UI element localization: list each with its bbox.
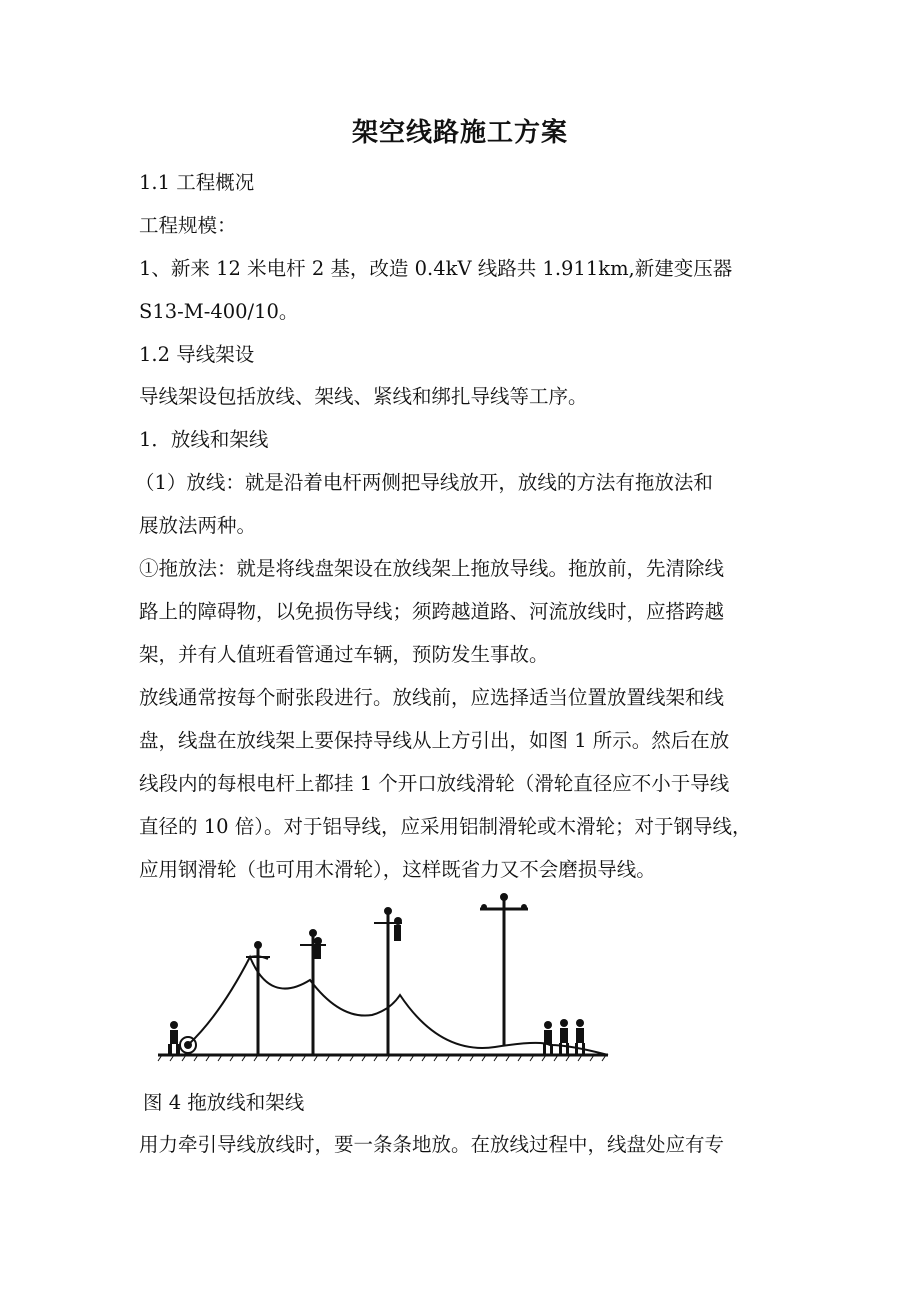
- paragraph-line: S13-M-400/10。: [139, 300, 299, 323]
- paragraph-line: （1）放线：就是沿着电杆两侧把导线放开，放线的方法有拖放法和: [135, 471, 713, 494]
- subsection-heading: 1．放线和架线: [139, 428, 269, 451]
- paragraph-line: 用力牵引导线放线时，要一条条地放。在放线过程中，线盘处应有专: [139, 1133, 725, 1156]
- paragraph-line: 盘，线盘在放线架上要保持导线从上方引出，如图 1 所示。然后在放: [139, 729, 730, 752]
- page-title: 架空线路施工方案: [351, 118, 568, 148]
- paragraph-line: 线段内的每根电杆上都挂 1 个开口放线滑轮（滑轮直径应不小于导线: [139, 772, 730, 795]
- paragraph-line: 路上的障碍物，以免损伤导线；须跨越道路、河流放线时，应搭跨越: [139, 600, 725, 623]
- paragraph-line: 工程规模：: [139, 214, 237, 237]
- paragraph-line: 展放法两种。: [139, 514, 257, 537]
- section-heading-1-2: 1.2 导线架设: [139, 343, 255, 366]
- paragraph-line: 架，并有人值班看管通过车辆，预防发生事故。: [139, 643, 549, 666]
- paragraph-line: 直径的 10 倍）。对于铝导线，应采用铝制滑轮或木滑轮；对于钢导线，: [139, 815, 752, 838]
- section-heading-1-1: 1.1 工程概况: [139, 171, 255, 194]
- paragraph-line: 放线通常按每个耐张段进行。放线前，应选择适当位置放置线架和线: [139, 686, 725, 709]
- paragraph-line: 应用钢滑轮（也可用木滑轮），这样既省力又不会磨损导线。: [139, 858, 656, 881]
- figure-caption: 图 4 拖放线和架线: [143, 1091, 305, 1114]
- line-stringing-illustration-icon: [150, 885, 620, 1065]
- paragraph-line: 1、新来 12 米电杆 2 基，改造 0.4kV 线路共 1.911km,新建变压器: [139, 257, 733, 280]
- paragraph-line: 导线架设包括放线、架线、紧线和绑扎导线等工序。: [139, 385, 588, 408]
- paragraph-line: ①拖放法：就是将线盘架设在放线架上拖放导线。拖放前，先清除线: [139, 557, 725, 580]
